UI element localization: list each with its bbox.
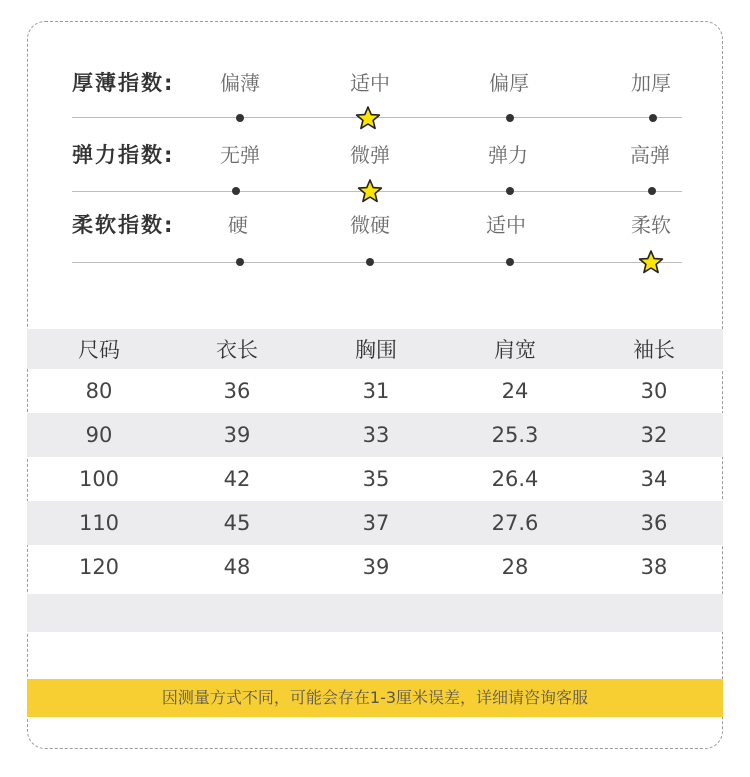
table-row xyxy=(27,413,723,457)
index-option-label: 微硬 xyxy=(350,213,390,237)
index-dot xyxy=(648,187,656,195)
table-cell: 90 xyxy=(85,423,113,447)
table-cell: 31 xyxy=(362,379,390,403)
index-option-label: 偏厚 xyxy=(489,71,529,95)
index-option-label: 高弹 xyxy=(630,143,670,167)
table-cell: 34 xyxy=(640,467,668,491)
table-cell: 24 xyxy=(501,379,529,403)
table-header-cell: 胸围 xyxy=(355,338,397,362)
table-header-row xyxy=(27,329,723,369)
index-dot xyxy=(236,258,244,266)
table-cell: 80 xyxy=(85,379,113,403)
table-cell: 30 xyxy=(640,379,668,403)
table-cell: 36 xyxy=(223,379,251,403)
table-cell: 37 xyxy=(362,511,390,535)
table-row xyxy=(27,369,723,413)
index-dot xyxy=(649,114,657,122)
table-cell: 39 xyxy=(362,555,390,579)
index-dot xyxy=(506,258,514,266)
table-cell: 100 xyxy=(78,467,120,491)
table-cell: 33 xyxy=(362,423,390,447)
table-header-cell: 衣长 xyxy=(216,338,258,362)
index-option-label: 适中 xyxy=(486,213,526,237)
table-cell: 45 xyxy=(223,511,251,535)
table-cell: 28 xyxy=(501,555,529,579)
elasticity-index-row xyxy=(0,139,750,209)
index-option-label: 偏薄 xyxy=(220,71,260,95)
table-cell: 110 xyxy=(78,511,120,535)
table-header-cell: 袖长 xyxy=(633,338,675,362)
index-dot xyxy=(506,187,514,195)
table-cell: 36 xyxy=(640,511,668,535)
table-row xyxy=(27,501,723,545)
measurement-notice: 因测量方式不同，可能会存在1-3厘米误差，详细请咨询客服 xyxy=(27,679,723,717)
table-cell: 25.3 xyxy=(491,423,539,447)
index-dot xyxy=(366,258,374,266)
table-cell: 48 xyxy=(223,555,251,579)
index-dot xyxy=(236,114,244,122)
index-option-label: 微弹 xyxy=(350,143,390,167)
thickness-index-row xyxy=(0,67,750,137)
table-row xyxy=(27,545,723,589)
index-title: 柔软指数: xyxy=(72,213,175,237)
table-header-cell: 肩宽 xyxy=(494,338,536,362)
table-cell: 32 xyxy=(640,423,668,447)
index-scale-line xyxy=(72,262,682,263)
index-option-label: 无弹 xyxy=(220,143,260,167)
table-cell: 39 xyxy=(223,423,251,447)
empty-table-row xyxy=(27,594,723,632)
table-cell: 35 xyxy=(362,467,390,491)
softness-index-row xyxy=(0,209,750,279)
table-header-cell: 尺码 xyxy=(78,338,120,362)
selected-star-icon xyxy=(357,178,383,204)
index-option-label: 弹力 xyxy=(488,143,528,167)
index-option-label: 加厚 xyxy=(631,71,671,95)
index-dot xyxy=(232,187,240,195)
table-cell: 27.6 xyxy=(491,511,539,535)
table-cell: 120 xyxy=(78,555,120,579)
table-row xyxy=(27,457,723,501)
selected-star-icon xyxy=(355,105,381,131)
size-table xyxy=(27,329,723,589)
selected-star-icon xyxy=(638,249,664,275)
table-cell: 26.4 xyxy=(491,467,539,491)
table-cell: 42 xyxy=(223,467,251,491)
table-cell: 38 xyxy=(640,555,668,579)
index-option-label: 适中 xyxy=(350,71,390,95)
index-dot xyxy=(506,114,514,122)
index-option-label: 硬 xyxy=(228,213,248,237)
index-option-label: 柔软 xyxy=(631,213,671,237)
index-title: 厚薄指数: xyxy=(72,71,175,95)
index-title: 弹力指数: xyxy=(72,143,175,167)
